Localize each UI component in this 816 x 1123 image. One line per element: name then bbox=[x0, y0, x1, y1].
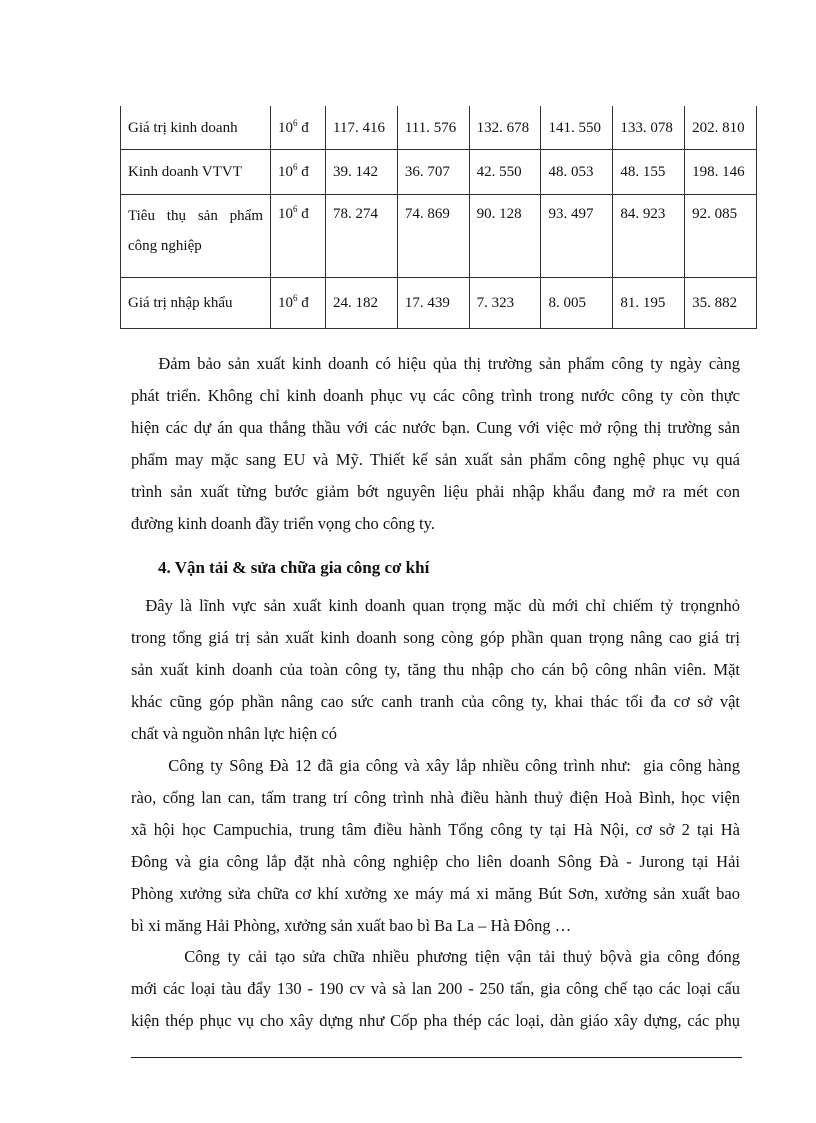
paragraph-transport-intro bbox=[131, 590, 740, 750]
text-line: bì xi măng Hải Phòng, xưởng sản xuất bao bì Ba La – Hà Đông … bbox=[131, 916, 572, 935]
text-line: Đông và gia công lắp đặt nhà công nghiệp cho liên doanh Sông Đà - Jurong tại Hải bbox=[131, 852, 740, 871]
value-cell: 24. 182 bbox=[326, 278, 398, 329]
section-heading: 4. Vận tải & sửa chữa gia công cơ khí bbox=[158, 558, 430, 577]
value-cell: 90. 128 bbox=[469, 195, 541, 278]
footer-rule bbox=[131, 1057, 742, 1058]
text-line: đường kinh doanh đầy triển vọng cho công ty. bbox=[131, 514, 435, 533]
value-cell: 198. 146 bbox=[685, 150, 757, 195]
text-line: Phòng xưởng sửa chữa cơ khí xưởng xe máy má xi măng Bút Sơn, xưởng sản xuất bao bbox=[131, 884, 740, 903]
value-cell: 202. 810 bbox=[685, 106, 757, 150]
row-label bbox=[121, 195, 271, 278]
value-cell: 7. 323 bbox=[469, 278, 541, 329]
paragraph-projects bbox=[131, 750, 740, 942]
text-line: Công ty Sông Đà 12 đã gia công và xây lắp nhiều công trình như: gia công hàng bbox=[131, 756, 740, 775]
value-cell: 36. 707 bbox=[397, 150, 469, 195]
value-cell: 84. 923 bbox=[613, 195, 685, 278]
value-cell: 48. 155 bbox=[613, 150, 685, 195]
text-line: Đây là lĩnh vực sản xuất kinh doanh quan trọng mặc dù mới chỉ chiếm tỷ trọngnhỏ bbox=[131, 596, 740, 615]
row-label: Kinh doanh VTVT bbox=[121, 150, 271, 195]
text-line: mới các loại tàu đẩy 130 - 190 cv và sà lan 200 - 250 tấn, gia công chế tạo các loại cấu bbox=[131, 979, 740, 998]
row-label: Giá trị kinh doanh bbox=[121, 106, 271, 150]
value-cell: 132. 678 bbox=[469, 106, 541, 150]
value-cell: 111. 576 bbox=[397, 106, 469, 150]
text-line: xã hội học Campuchia, trung tâm điều hành Tổng công ty tại Hà Nội, cơ sở 2 tại Hà bbox=[131, 820, 740, 839]
text-line: Công ty cải tạo sửa chữa nhiều phương tiện vận tải thuỷ bộvà gia công đóng bbox=[131, 947, 740, 966]
value-cell: 117. 416 bbox=[326, 106, 398, 150]
value-cell: 141. 550 bbox=[541, 106, 613, 150]
value-cell: 39. 142 bbox=[326, 150, 398, 195]
table-row bbox=[121, 106, 757, 150]
value-cell: 78. 274 bbox=[326, 195, 398, 278]
text-line: Đảm bảo sản xuất kinh doanh có hiệu qủa thị trường sản phẩm công ty ngày càng bbox=[131, 354, 740, 373]
value-cell: 8. 005 bbox=[541, 278, 613, 329]
unit-cell: $10^6$ đ bbox=[271, 278, 326, 329]
text-line: trình sản xuất từng bước giảm bớt nguyên liệu phải nhập khẩu đang mở ra mét con bbox=[131, 482, 740, 501]
value-cell: 74. 869 bbox=[397, 195, 469, 278]
value-cell: 133. 078 bbox=[613, 106, 685, 150]
text-line: phát triển. Không chỉ kinh doanh phục vụ các công trình trong nước công ty còn thực bbox=[131, 386, 740, 405]
row-label-text: Tiêu thụ sản phẩm công nghiệp bbox=[128, 208, 263, 254]
unit-cell: $10^6$ đ bbox=[271, 106, 326, 150]
text-line: chất và nguồn nhân lực hiện có bbox=[131, 724, 337, 743]
value-cell: 35. 882 bbox=[685, 278, 757, 329]
business-data-table bbox=[120, 106, 757, 329]
table-row bbox=[121, 195, 757, 278]
paragraph-market-development bbox=[131, 348, 740, 540]
text-line: trong tổng giá trị sản xuất kinh doanh song còng góp phần quan trọng nâng cao giá trị bbox=[131, 628, 740, 647]
paragraph-vehicle-repair bbox=[131, 941, 740, 1037]
value-cell: 93. 497 bbox=[541, 195, 613, 278]
text-line: kiện thép phục vụ cho xây dựng như Cốp pha thép các loại, dàn giáo xây dựng, các phụ bbox=[131, 1011, 740, 1030]
unit-cell: $10^6$ đ bbox=[271, 195, 326, 278]
value-cell: 42. 550 bbox=[469, 150, 541, 195]
text-line: rào, cổng lan can, tấm trang trí công trình nhà điều hành thuỷ điện Hoà Bình, học viện bbox=[131, 788, 740, 807]
row-label: Giá trị nhập khẩu bbox=[121, 278, 271, 329]
value-cell: 92. 085 bbox=[685, 195, 757, 278]
table-row bbox=[121, 278, 757, 329]
value-cell: 48. 053 bbox=[541, 150, 613, 195]
value-cell: 81. 195 bbox=[613, 278, 685, 329]
value-cell: 17. 439 bbox=[397, 278, 469, 329]
table-row bbox=[121, 150, 757, 195]
unit-cell: $10^6$ đ bbox=[271, 150, 326, 195]
text-line: hiện các dự án qua thắng thầu với các nước bạn. Cung với việc mở rộng thị trường sản bbox=[131, 418, 740, 437]
text-line: khác cũng góp phần nâng cao sức canh tranh của công ty, khai thác tối đa cơ sở vật bbox=[131, 692, 740, 711]
text-line: phẩm may mặc sang EU và Mỹ. Thiết kế sản xuất sản phẩm công nghệ phục vụ quá bbox=[131, 450, 740, 469]
text-line: sản xuất kinh doanh của toàn công ty, tăng thu nhập cho cán bộ công nhân viên. Mặt bbox=[131, 660, 740, 679]
